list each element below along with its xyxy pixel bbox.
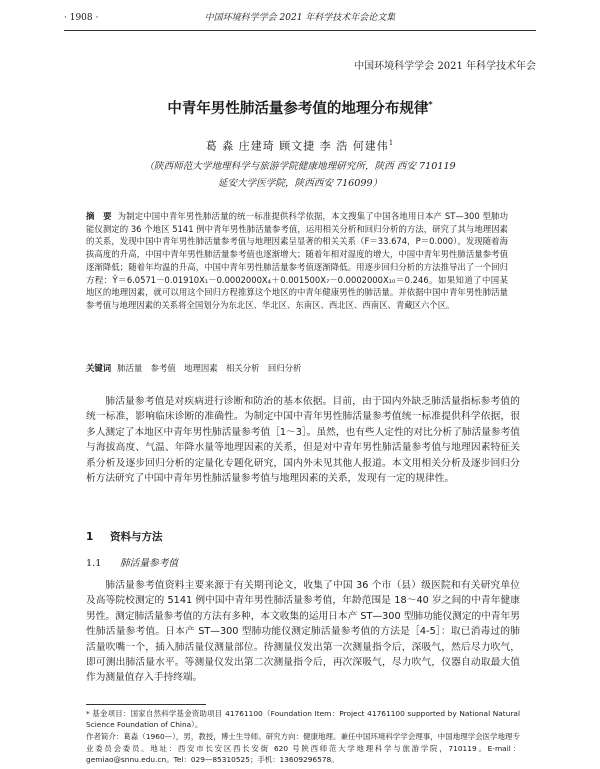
footnote-author-info: 作者简介：葛淼（1960—），男，教授，博士生导师。研究方向：健康地理。兼任中国环境科学学会理事，中国地理学会医学地理专业委员会委员。地址：西安市长安区西长安街 620 号陕西师范大学地理科学与旅游学院，710119。E-mail：gemiao@snnu.edu.cn。Tel：029—85310525；手机：13609296578。	[86, 732, 520, 764]
footnote-rule	[86, 704, 206, 705]
running-head	[64, 8, 536, 28]
section-1-title: 资料与方法	[110, 531, 163, 543]
abstract-text: 为制定中国中青年男性肺活量的统一标准提供科学依据，本文搜集了中国各地用日本产 ST—300 型肺功能仪测定的 36 个地区 5141 例中青年男性肺活量参考值，运用相关分析和回归分析的方法，研究了其与地理因素的关系，发现中国中青年男性肺活量参考值与地理因素呈显著的相关关系（F＝33.674，P＝0.000）。发现随着海拔高度的升高，中国中青年男性肺活量参考值也逐渐增大；随着年相对湿度的增大，中国中青年男性肺活量参考值逐渐降低；随着年均温的升高，中国中青年男性肺活量参考值逐渐降低。用逐步回归分析的方法推导出了一个回归方程：Ŷ＝6.0571－0.01910X₁－0.0002000X₄＋0.001500X₇－0.0002000X₁₀＝0.246。如果知道了中国某地区的地理因素，就可以用这个回归方程推算这个地区的中青年健康男性的肺活量。并依据中国中青年男性肺活量参考值与地理因素的关系将全国划分为东北区、华北区、东南区、西北区、西南区、青藏区六个区。	[86, 211, 508, 310]
affiliation-1: （陕西师范大学地理科学与旅游学院健康地理研究所，陕西 西安 710119	[144, 161, 456, 172]
journal-title: 中国环境科学学会 2021 年科学技术年会论文集	[204, 13, 396, 23]
authors-text: 葛 淼 庄建琦 顾文捷 李 浩 何建伟	[205, 139, 389, 153]
keywords-text: 肺活量 参考值 地理因素 相关分析 回归分析	[117, 363, 302, 373]
title-text: 中青年男性肺活量参考值的地理分布规律	[167, 100, 429, 117]
section-1-1-number: 1.1	[86, 558, 102, 569]
section-1-1-title: 肺活量参考值	[120, 558, 179, 569]
header-rule	[64, 30, 536, 31]
keywords-label: 关键词	[86, 363, 112, 373]
section-heading-1	[86, 530, 163, 545]
footnotes	[86, 708, 520, 765]
intro-paragraph: 肺活量参考值是对疾病进行诊断和防治的基本依据。目前，由于国内外缺乏肺活量指标参考值的统一标准，影响临床诊断的准确性。为制定中国中青年男性肺活量参考值统一标准提供科学依据，很多人测定了本地区中青年男性肺活量参考值［1～3］。虽然，也有些人定性的对比分析了肺活量参考值与海拔高度、气温、年降水量等地理因素的关系，但是对中青年男性肺活量参考值与地理因素特征关系分析及逐步回归分析的定量化专题化研究，国内外未见其他人报道。本文用相关分析及逐步回归分析方法研究了中国中青年男性肺活量参考值与地理因素的关系，发现有一定的规律性。	[86, 396, 520, 485]
author-mark: 1	[388, 139, 395, 147]
conference-name: 中国环境科学学会 2021 年科学技术年会	[354, 61, 536, 72]
methods-paragraph: 肺活量参考值资料主要来源于有关期刊论文，收集了中国 36 个市（县）级医院和有关研究单位及高等院校测定的 5141 例中国中青年男性肺活量参考值，年龄范围是 18～40 岁之间的中青年健康男性。测定肺活量参考值的方法有多种，本文收集的运用日本产 ST—300 型肺功能仪测定的中青年男性肺活量参考值。日本产 ST—300 型肺功能仪测定肺活量参考值的方法是［4-5］：取已消毒过的肺活量吹嘴一个，插入肺活量仪测量部位。待测量仪发出第一次测量指令后，深吸气，然后尽力吹气，即可测出肺活量水平。等测量仪发出第二次测量指令后，再次深吸气，尽力吹气，仪器自动取最大值作为测量值存入手持终端。	[86, 580, 520, 684]
title-footnote-mark: *	[428, 100, 433, 109]
subsection-heading-1-1	[86, 556, 178, 571]
paper-title	[0, 94, 600, 120]
section-1-number: 1	[86, 531, 94, 543]
footnote-fund: * 基金项目：国家自然科学基金资助项目 41761100（Foundation Item：Project 41761100 supported by National Natural Science Foundation of China）。	[86, 709, 520, 730]
author-list	[0, 135, 600, 155]
abstract	[86, 210, 508, 312]
affiliation-2: 延安大学医学院，陕西西安 716099）	[217, 178, 383, 189]
page-number: · 1908 ·	[64, 13, 99, 23]
abstract-label: 摘 要	[86, 211, 112, 221]
keywords	[86, 362, 508, 375]
